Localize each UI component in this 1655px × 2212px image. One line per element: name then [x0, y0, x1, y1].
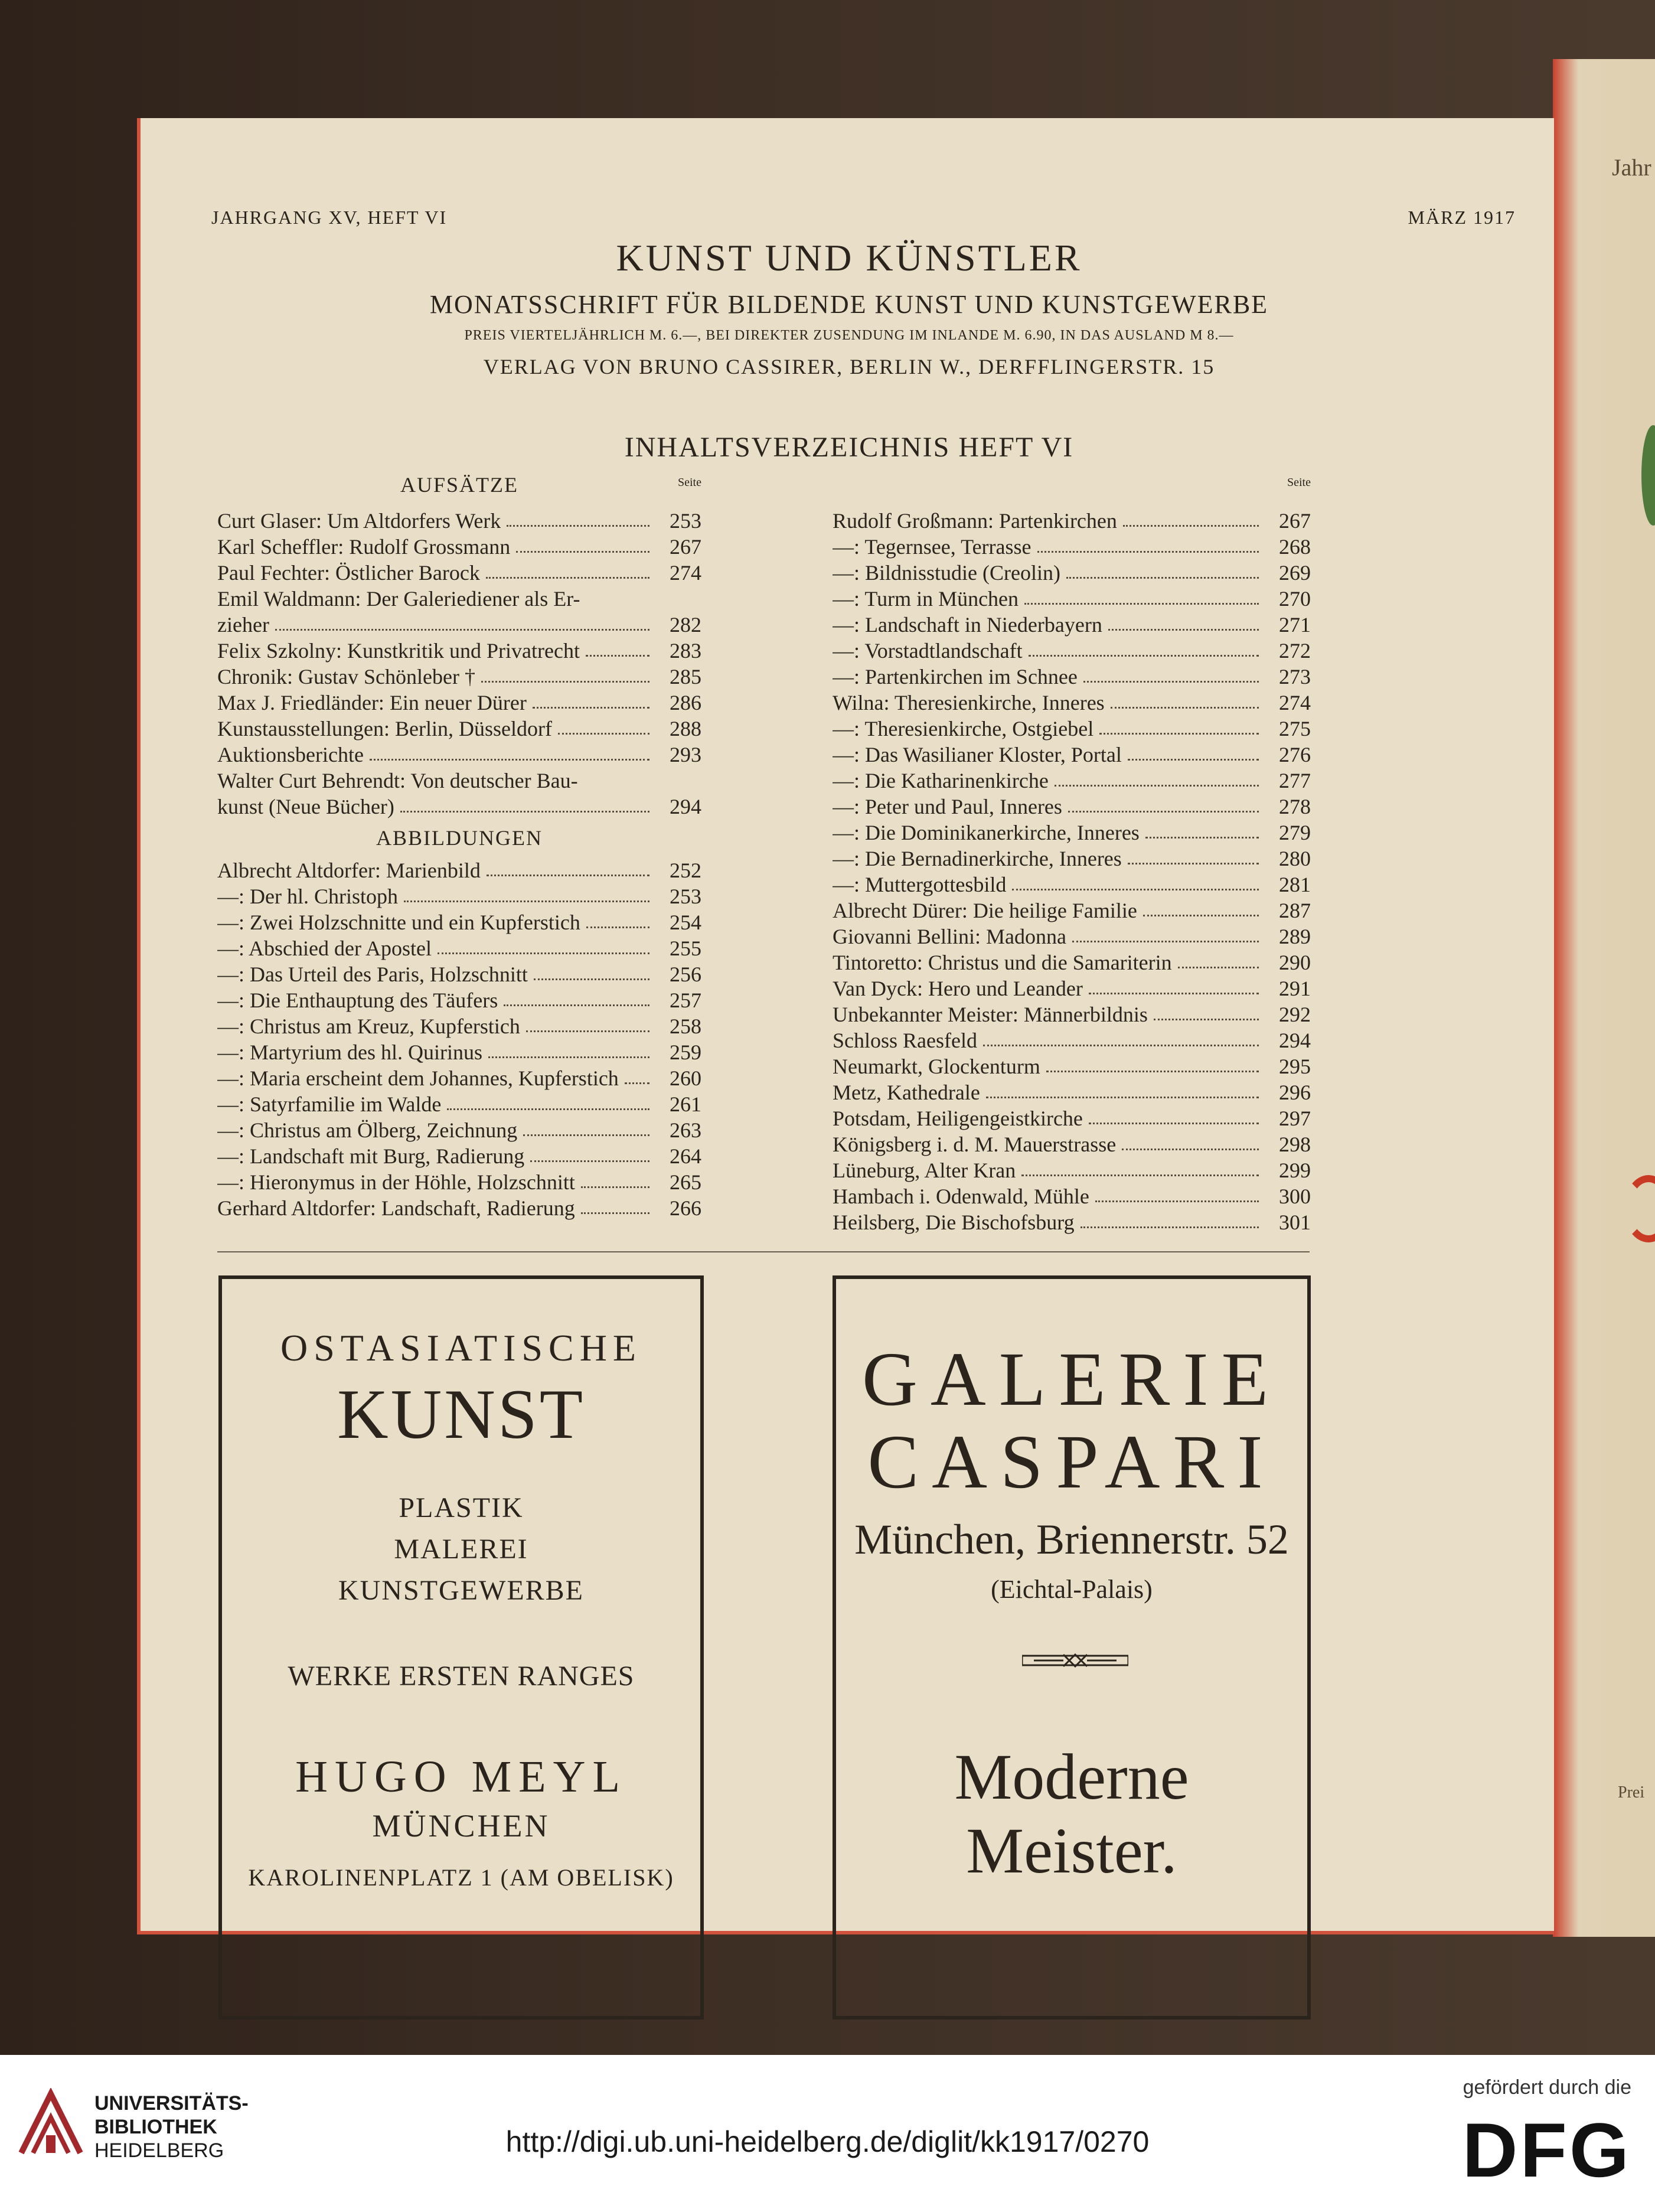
toc-entry-title: —: Christus am Ölberg, Zeichnung [217, 1118, 518, 1142]
toc-entry-page: 268 [1279, 535, 1311, 559]
toc-entry-leader-dots [1029, 654, 1259, 657]
seite-label-right: Seite [1287, 476, 1311, 489]
toc-entry-page: 257 [670, 988, 701, 1012]
toc-entry-leader-dots [1066, 576, 1259, 579]
toc-entry [217, 1195, 701, 1221]
toc-entry [217, 664, 701, 690]
toc-entry-page: 281 [1279, 873, 1311, 896]
toc-entry-title: —: Turm in München [833, 587, 1019, 611]
toc-entry-page: 291 [1279, 977, 1311, 1000]
toc-entry [833, 1053, 1311, 1079]
toc-entry [217, 508, 701, 534]
toc-entry [833, 508, 1311, 534]
toc-entry-title: —: Das Wasilianer Kloster, Portal [833, 743, 1122, 766]
toc-entry-title: Unbekannter Meister: Männerbildnis [833, 1003, 1148, 1026]
toc-entry-page: 272 [1279, 639, 1311, 663]
toc-entry-page: 269 [1279, 561, 1311, 585]
toc-entry-title: —: Die Enthauptung des Täufers [217, 988, 498, 1012]
magazine-title: KUNST UND KÜNSTLER [616, 237, 1082, 279]
toc-entry [217, 560, 701, 586]
advertisement-galerie-caspari [833, 1275, 1311, 2019]
toc-entry-title: kunst (Neue Bücher) [217, 795, 394, 818]
toc-entry-leader-dots [558, 732, 649, 735]
toc-entry [833, 560, 1311, 586]
toc-entry [217, 1039, 701, 1065]
permalink-url[interactable]: http://digi.ub.uni-heidelberg.de/diglit/kk1917/0270 [505, 2125, 1150, 2158]
ad-left-line-7: HUGO MEYL [295, 1752, 627, 1802]
abbildungen-header [217, 826, 701, 857]
toc-entry [833, 898, 1311, 924]
toc-entry [217, 742, 701, 768]
toc-entry-title: Paul Fechter: Östlicher Barock [217, 561, 480, 585]
toc-entry-title: Heilsberg, Die Bischofsburg [833, 1211, 1075, 1234]
toc-entry-title: Max J. Friedländer: Ein neuer Dürer [217, 691, 527, 715]
toc-entry-title: —: Die Katharinenkirche [833, 769, 1049, 792]
library-name-line-1: UNIVERSITÄTS- [94, 2092, 249, 2115]
toc-entry [833, 1157, 1311, 1183]
toc-entry [833, 612, 1311, 638]
toc-entry-title: —: Bildnisstudie (Creolin) [833, 561, 1060, 585]
toc-entry-leader-dots [1108, 628, 1259, 631]
toc-entry-leader-dots [581, 1212, 649, 1214]
toc-entry-page: 263 [670, 1118, 701, 1142]
toc-entry-page: 270 [1279, 587, 1311, 611]
advertisement-hugo-meyl [218, 1275, 704, 2019]
toc-entry-page: 274 [1279, 691, 1311, 715]
toc-entry-leader-dots [1021, 1174, 1259, 1176]
toc-entry [833, 794, 1311, 820]
toc-entry [217, 612, 701, 638]
toc-entry-leader-dots [586, 654, 649, 657]
toc-entry-page: 290 [1279, 951, 1311, 974]
toc-entry-leader-dots [533, 706, 649, 709]
toc-entry [833, 638, 1311, 664]
toc-entry-page: 298 [1279, 1133, 1311, 1156]
toc-entry-title: Felix Szkolny: Kunstkritik und Privatrecht [217, 639, 580, 663]
toc-left-column [217, 472, 701, 1221]
toc-entry-title: —: Abschied der Apostel [217, 937, 432, 960]
toc-entry-leader-dots [1123, 524, 1259, 527]
toc-entry-title: Kunstausstellungen: Berlin, Düsseldorf [217, 717, 552, 740]
ad-right-line-6: Meister. [966, 1815, 1177, 1887]
toc-entry-leader-dots [1089, 1122, 1259, 1124]
toc-entry-page: 301 [1279, 1211, 1311, 1234]
toc-entry-leader-dots [1046, 1070, 1259, 1072]
toc-entry [833, 1079, 1311, 1105]
toc-entry-page: 274 [670, 561, 701, 585]
toc-entry [217, 534, 701, 560]
toc-entry-leader-dots [625, 1082, 649, 1084]
toc-entry [833, 820, 1311, 846]
toc-entry-leader-dots [370, 758, 649, 761]
ad-right-line-2: CASPARI [867, 1420, 1276, 1505]
toc-entry-leader-dots [1037, 550, 1259, 553]
toc-entry-title: —: Die Dominikanerkirche, Inneres [833, 821, 1140, 844]
ornament-divider-icon [1022, 1650, 1128, 1671]
toc-entry [833, 1105, 1311, 1131]
toc-title: INHALTSVERZEICHNIS HEFT VI [624, 432, 1074, 463]
toc-entry-page: 267 [670, 535, 701, 559]
toc-entry [833, 768, 1311, 794]
toc-entry-page: 255 [670, 937, 701, 960]
toc-entry [217, 586, 701, 612]
toc-entry-leader-dots [1178, 966, 1259, 968]
toc-entry-page: 275 [1279, 717, 1311, 740]
toc-entry-page: 287 [1279, 899, 1311, 922]
toc-entry-title: Albrecht Dürer: Die heilige Familie [833, 899, 1137, 922]
toc-entry-page: 258 [670, 1014, 701, 1038]
toc-entry-leader-dots [581, 1186, 649, 1188]
aufsaetze-list [217, 508, 701, 820]
toc-entry-title: Lüneburg, Alter Kran [833, 1159, 1016, 1182]
toc-entry [833, 924, 1311, 950]
library-footer [0, 2055, 1655, 2212]
toc-entry-leader-dots [523, 1134, 649, 1136]
toc-entry [217, 909, 701, 935]
toc-entry-page: 253 [670, 885, 701, 908]
toc-entry-leader-dots [1083, 680, 1259, 683]
toc-entry-title: Karl Scheffler: Rudolf Grossmann [217, 535, 511, 559]
toc-entry-leader-dots [1128, 862, 1259, 864]
ad-right-line-1: GALERIE [862, 1337, 1281, 1422]
toc-entry [833, 872, 1311, 898]
toc-entry-page: 285 [670, 665, 701, 689]
toc-entry [833, 742, 1311, 768]
dfg-logo: DFG [1462, 2107, 1631, 2193]
toc-entry-leader-dots [488, 1056, 649, 1058]
toc-entry-page: 278 [1279, 795, 1311, 818]
toc-entry-page: 300 [1279, 1185, 1311, 1208]
toc-entry-leader-dots [507, 524, 649, 527]
toc-entry-leader-dots [1154, 1018, 1259, 1020]
toc-entry [217, 1091, 701, 1117]
toc-entry-title: —: Der hl. Christoph [217, 885, 398, 908]
toc-entry-leader-dots [1089, 992, 1259, 994]
publisher-line: VERLAG VON BRUNO CASSIRER, BERLIN W., DERFFLINGERSTR. 15 [483, 355, 1215, 379]
toc-entry-title: Auktionsberichte [217, 743, 364, 766]
toc-entry-leader-dots [1143, 914, 1259, 916]
toc-right-column [833, 472, 1311, 1235]
toc-entry-title: —: Partenkirchen im Schnee [833, 665, 1078, 689]
toc-entry-leader-dots [1145, 836, 1259, 839]
toc-entry-page: 256 [670, 963, 701, 986]
toc-entry-title: —: Theresienkirche, Ostgiebel [833, 717, 1094, 740]
magazine-page [137, 118, 1554, 1934]
adjacent-page-top-text: Jahr [1612, 154, 1651, 181]
toc-entry [833, 1001, 1311, 1027]
toc-entry-leader-dots [986, 1096, 1259, 1098]
toc-entry-leader-dots [487, 874, 649, 876]
toc-entry-page: 277 [1279, 769, 1311, 792]
toc-entry-page: 259 [670, 1040, 701, 1064]
toc-entry [833, 1027, 1311, 1053]
toc-entry-page: 282 [670, 613, 701, 637]
ad-right-line-3: München, Briennerstr. 52 [854, 1516, 1289, 1563]
toc-entry [833, 534, 1311, 560]
toc-entry-title: —: Landschaft in Niederbayern [833, 613, 1102, 637]
library-name-line-3: HEIDELBERG [94, 2139, 224, 2162]
toc-entry-title: —: Zwei Holzschnitte und ein Kupferstich [217, 911, 580, 934]
toc-entry [217, 935, 701, 961]
toc-entry-title: Tintoretto: Christus und die Samariterin [833, 951, 1172, 974]
toc-entry-title: Van Dyck: Hero und Leander [833, 977, 1083, 1000]
toc-entry [833, 1131, 1311, 1157]
toc-entry [217, 961, 701, 987]
toc-entry-page: 279 [1279, 821, 1311, 844]
toc-entry-leader-dots [447, 1108, 649, 1110]
toc-entry-leader-dots [1111, 706, 1259, 709]
toc-entry-leader-dots [1072, 940, 1259, 942]
toc-entry [217, 1013, 701, 1039]
toc-entry [217, 638, 701, 664]
toc-entry-leader-dots [1099, 732, 1259, 735]
toc-entry-title: Albrecht Altdorfer: Marienbild [217, 859, 481, 882]
toc-entry-page: 261 [670, 1092, 701, 1116]
toc-entry-title: —: Satyrfamilie im Walde [217, 1092, 442, 1116]
toc-entry-page: 267 [1279, 509, 1311, 533]
ad-right-line-4: (Eichtal-Palais) [991, 1575, 1153, 1604]
ad-left-line-1: OSTASIATISCHE [280, 1327, 642, 1369]
toc-entry-title: Rudolf Großmann: Partenkirchen [833, 509, 1117, 533]
toc-entry-title: Curt Glaser: Um Altdorfers Werk [217, 509, 501, 533]
toc-entry [217, 883, 701, 909]
toc-entry [217, 690, 701, 716]
toc-entry [833, 950, 1311, 976]
ad-left-line-5: KUNSTGEWERBE [338, 1575, 584, 1606]
toc-entry-page: 297 [1279, 1107, 1311, 1130]
toc-entry-page: 292 [1279, 1003, 1311, 1026]
toc-entry [833, 716, 1311, 742]
ad-left-line-3: PLASTIK [399, 1492, 524, 1523]
toc-entry-leader-dots [1095, 1200, 1259, 1202]
toc-entry-title: —: Muttergottesbild [833, 873, 1007, 896]
toc-entry [833, 1209, 1311, 1235]
aufsaetze-title: AUFSÄTZE [400, 473, 518, 497]
toc-entry-page: 294 [670, 795, 701, 818]
toc-entry [217, 794, 701, 820]
issue-label: JAHRGANG XV, HEFT VI [211, 207, 448, 228]
toc-entry-title: zieher [217, 613, 269, 637]
toc-entry-page: 276 [1279, 743, 1311, 766]
toc-entry-title: —: Christus am Kreuz, Kupferstich [217, 1014, 520, 1038]
toc-entry-page: 296 [1279, 1081, 1311, 1104]
toc-entry-title: Wilna: Theresienkirche, Inneres [833, 691, 1105, 715]
adjacent-page-bottom-text: Prei [1618, 1783, 1645, 1802]
toc-entry-leader-dots [1122, 1148, 1259, 1150]
toc-entry [833, 1183, 1311, 1209]
ad-right-line-5: Moderne [954, 1741, 1189, 1813]
magazine-subtitle: MONATSSCHRIFT FÜR BILDENDE KUNST UND KUNSTGEWERBE [429, 290, 1269, 319]
ad-left-line-6: WERKE ERSTEN RANGES [288, 1660, 635, 1692]
toc-entry [833, 976, 1311, 1001]
toc-entry-title: —: Martyrium des hl. Quirinus [217, 1040, 482, 1064]
toc-entry-leader-dots [400, 810, 649, 813]
toc-entry-page: 280 [1279, 847, 1311, 870]
ad-left-line-8: MÜNCHEN [372, 1808, 550, 1844]
toc-entry-title: —: Landschaft mit Burg, Radierung [217, 1144, 525, 1168]
toc-entry-title: Walter Curt Behrendt: Von deutscher Bau- [217, 769, 578, 792]
toc-entry-page: 286 [670, 691, 701, 715]
toc-entry [217, 987, 701, 1013]
toc-entry-leader-dots [1081, 1226, 1259, 1228]
toc-entry-page: 253 [670, 509, 701, 533]
toc-entry-page: 293 [670, 743, 701, 766]
toc-entry-page: 264 [670, 1144, 701, 1168]
toc-entry [833, 690, 1311, 716]
toc-entry-leader-dots [504, 1004, 649, 1006]
toc-entry-leader-dots [530, 1160, 649, 1162]
toc-entry-leader-dots [481, 680, 649, 683]
abbildungen-right-list [833, 508, 1311, 1235]
toc-entry-title: Hambach i. Odenwald, Mühle [833, 1185, 1089, 1208]
funded-by-label: gefördert durch die [1463, 2076, 1631, 2099]
toc-entry-leader-dots [1024, 602, 1259, 605]
toc-entry [217, 768, 701, 794]
toc-entry-title: —: Tegernsee, Terrasse [833, 535, 1031, 559]
toc-entry-page: 283 [670, 639, 701, 663]
ad-left-line-4: MALEREI [394, 1534, 528, 1565]
toc-entry-page: 271 [1279, 613, 1311, 637]
toc-entry-leader-dots [516, 550, 649, 553]
toc-entry-leader-dots [486, 576, 649, 579]
toc-entry-leader-dots [1128, 758, 1259, 761]
toc-entry [217, 716, 701, 742]
toc-entry-page: 273 [1279, 665, 1311, 689]
toc-entry-title: Giovanni Bellini: Madonna [833, 925, 1066, 948]
abbildungen-title: ABBILDUNGEN [376, 826, 543, 850]
toc-entry-title: Schloss Raesfeld [833, 1029, 977, 1052]
seite-label-left: Seite [678, 476, 701, 489]
toc-entry-title: —: Maria erscheint dem Johannes, Kupferstich [217, 1066, 619, 1090]
toc-entry-page: 288 [670, 717, 701, 740]
toc-entry-page: 294 [1279, 1029, 1311, 1052]
toc-entry [217, 857, 701, 883]
abbildungen-left-list [217, 857, 701, 1221]
toc-entry-title: Königsberg i. d. M. Mauerstrasse [833, 1133, 1117, 1156]
toc-entry-leader-dots [1068, 810, 1259, 813]
price-line: PREIS VIERTELJÄHRLICH M. 6.—, BEI DIREKTER ZUSENDUNG IM INLANDE M. 6.90, IN DAS AUSLAND M 8.— [464, 328, 1234, 343]
aufsaetze-header [217, 472, 701, 508]
toc-entry-title: —: Die Bernadinerkirche, Inneres [833, 847, 1122, 870]
toc-entry-leader-dots [534, 978, 649, 980]
toc-entry-page: 254 [670, 911, 701, 934]
toc-entry-title: —: Das Urteil des Paris, Holzschnitt [217, 963, 528, 986]
toc-entry-title: Metz, Kathedrale [833, 1081, 980, 1104]
toc-entry-page: 260 [670, 1066, 701, 1090]
toc-entry [833, 664, 1311, 690]
toc-entry-leader-dots [1055, 784, 1259, 787]
toc-entry-page: 289 [1279, 925, 1311, 948]
toc-entry-title: Gerhard Altdorfer: Landschaft, Radierung [217, 1196, 575, 1220]
toc-entry [217, 1117, 701, 1143]
toc-entry [833, 586, 1311, 612]
toc-entry-page: 265 [670, 1170, 701, 1194]
toc-entry-leader-dots [275, 628, 649, 631]
toc-entry-page: 299 [1279, 1159, 1311, 1182]
toc-entry-title: Chronik: Gustav Schönleber † [217, 665, 475, 689]
toc-entry-title: —: Peter und Paul, Inneres [833, 795, 1062, 818]
toc-entry-leader-dots [438, 952, 649, 954]
ad-left-line-2: KUNST [337, 1375, 586, 1453]
toc-entry [217, 1065, 701, 1091]
toc-entry-leader-dots [983, 1044, 1259, 1046]
toc-entry-title: Emil Waldmann: Der Galeriediener als Er- [217, 587, 580, 611]
toc-entry-leader-dots [1012, 888, 1259, 890]
toc-entry [217, 1143, 701, 1169]
toc-entry-leader-dots [526, 1030, 649, 1032]
ad-left-line-9: KAROLINENPLATZ 1 (AM OBELISK) [248, 1864, 674, 1891]
toc-entry-page: 252 [670, 859, 701, 882]
toc-entry [833, 846, 1311, 872]
library-name-line-2: BIBLIOTHEK [94, 2116, 217, 2138]
section-divider [217, 1251, 1310, 1252]
toc-entry-title: Neumarkt, Glockenturm [833, 1055, 1040, 1078]
toc-entry-page: 295 [1279, 1055, 1311, 1078]
right-column-header [833, 472, 1311, 508]
issue-date: MÄRZ 1917 [1408, 207, 1516, 228]
toc-entry [217, 1169, 701, 1195]
toc-entry-title: —: Hieronymus in der Höhle, Holzschnitt [217, 1170, 575, 1194]
toc-entry-page: 266 [670, 1196, 701, 1220]
toc-entry-leader-dots [404, 900, 649, 902]
adjacent-page-edge [1553, 59, 1655, 1937]
toc-entry-title: Potsdam, Heiligengeistkirche [833, 1107, 1083, 1130]
toc-entry-leader-dots [586, 926, 649, 928]
toc-entry-title: —: Vorstadtlandschaft [833, 639, 1023, 663]
